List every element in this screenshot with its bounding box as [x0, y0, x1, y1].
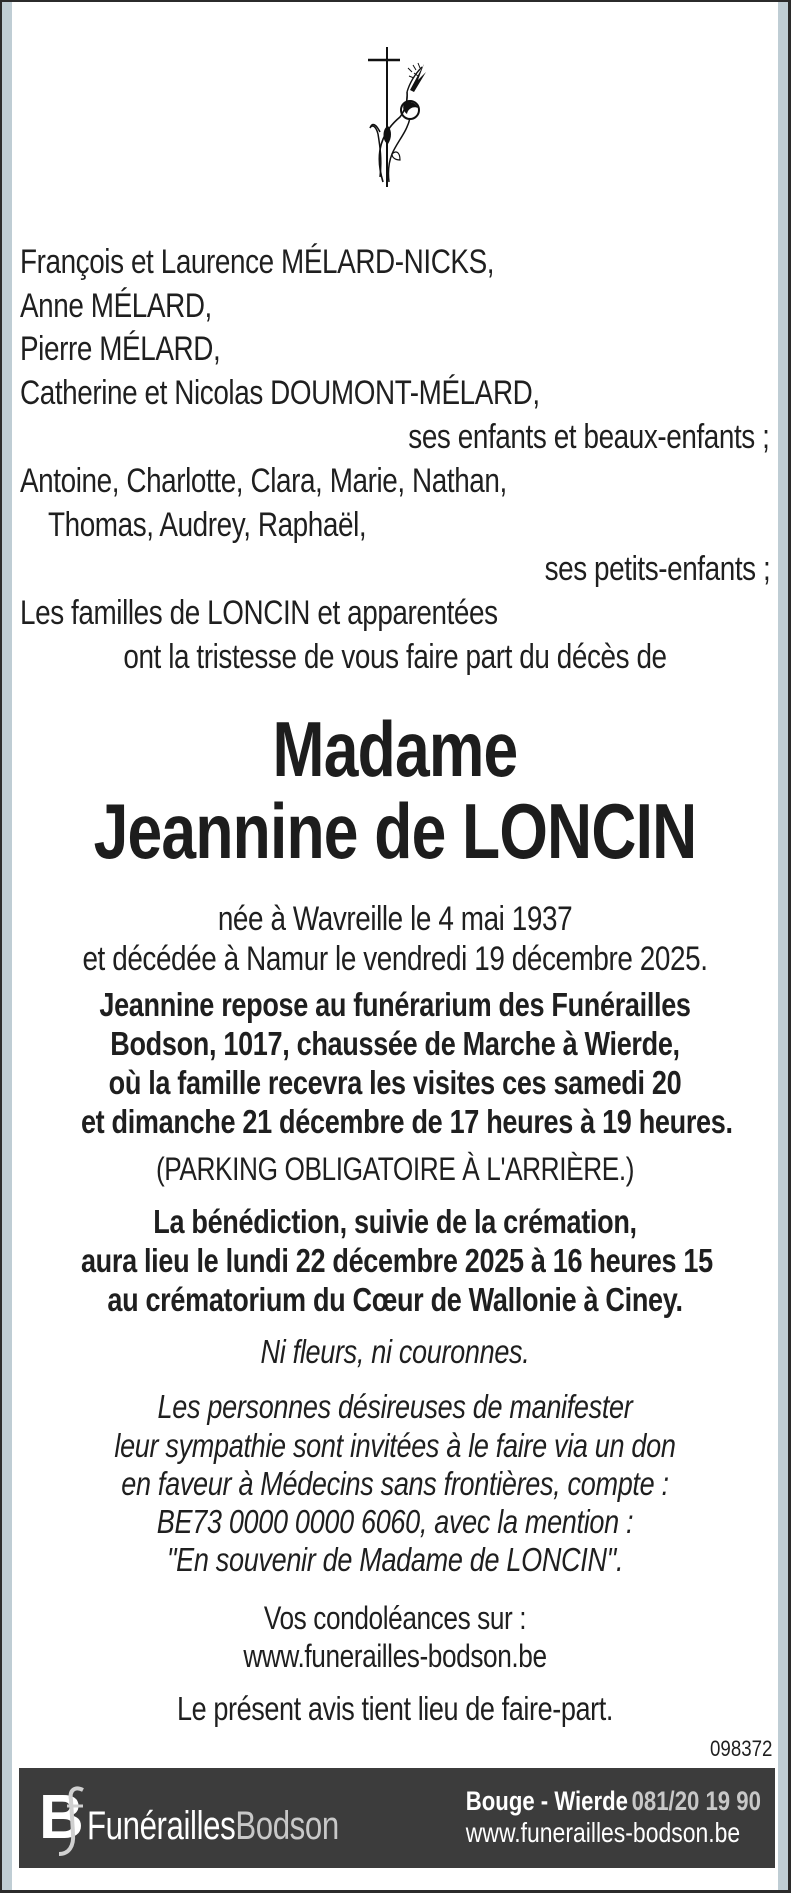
- cross-with-wheat-and-rose-icon: [352, 42, 432, 192]
- brand-name-part2: Bodson: [235, 1804, 339, 1848]
- family-line: Catherine et Nicolas DOUMONT-MÉLARD,: [20, 374, 540, 412]
- donation-line: BE73 0000 0000 6060, avec la mention :: [156, 1503, 634, 1540]
- condolences-url-link[interactable]: www.funerailles-bodson.be: [243, 1638, 547, 1674]
- visitation-line: et dimanche 21 décembre de 17 heures à 19 heures.: [80, 1103, 733, 1140]
- family-line: Pierre MÉLARD,: [20, 330, 221, 368]
- announcement-line: ont la tristesse de vous faire part du décès de: [123, 638, 667, 676]
- banner-phone[interactable]: 081/20 19 90: [631, 1786, 761, 1816]
- svg-text:B: B: [39, 1783, 84, 1852]
- family-relation-label: ses petits-enfants ;: [544, 550, 770, 588]
- deceased-name: Jeannine de LONCIN: [93, 787, 697, 875]
- deceased-title: Madame: [272, 705, 518, 793]
- reference-number: 098372: [709, 1736, 772, 1761]
- family-line: Les familles de LONCIN et apparentées: [20, 594, 498, 632]
- banner-contact: [466, 1788, 761, 1847]
- visitation-line: où la famille recevra les visites ces samedi 20: [108, 1064, 682, 1101]
- visitation-line: Bodson, 1017, chaussée de Marche à Wierde,: [110, 1025, 680, 1062]
- flowers-note: Ni fleurs, ni couronnes.: [260, 1333, 530, 1370]
- family-line: François et Laurence MÉLARD-NICKS,: [20, 243, 495, 281]
- brand-name-part1: Funérailles: [87, 1804, 236, 1848]
- ceremony-line: aura lieu le lundi 22 décembre 2025 à 16 heures 15: [80, 1242, 713, 1279]
- birth-info: née à Wavreille le 4 mai 1937: [217, 900, 573, 938]
- obituary-notice: [12, 2, 778, 1890]
- visitation-line: Jeannine repose au funérarium des Funérailles: [99, 986, 691, 1023]
- condolences-label: Vos condoléances sur :: [263, 1600, 527, 1636]
- ceremony-line: La bénédiction, suivie de la crémation,: [153, 1203, 637, 1240]
- parking-note: (PARKING OBLIGATOIRE À L'ARRIÈRE.): [155, 1151, 635, 1187]
- banner-website-link[interactable]: www.funerailles-bodson.be: [465, 1817, 741, 1848]
- ceremony-line: au crématorium du Cœur de Wallonie à Ciney.: [107, 1281, 683, 1318]
- brand-wordmark: [87, 1806, 339, 1846]
- family-line: Anne MÉLARD,: [20, 287, 212, 325]
- donation-line: en faveur à Médecins sans frontières, compte :: [121, 1465, 669, 1502]
- bf-logo-icon: [39, 1780, 89, 1860]
- death-info: et décédée à Namur le vendredi 19 décembre 2025.: [82, 940, 708, 978]
- closing-note: Le présent avis tient lieu de faire-part.: [177, 1690, 613, 1727]
- banner-location: Bouge - Wierde: [465, 1786, 629, 1816]
- family-line: Antoine, Charlotte, Clara, Marie, Nathan,: [20, 462, 507, 500]
- donation-line: Les personnes désireuses de manifester: [157, 1388, 633, 1425]
- funeral-home-banner: [19, 1768, 775, 1868]
- family-relation-label: ses enfants et beaux-enfants ;: [408, 418, 770, 456]
- donation-line: "En souvenir de Madame de LONCIN".: [166, 1541, 624, 1578]
- donation-line: leur sympathie sont invitées à le faire via un don: [114, 1427, 676, 1464]
- family-line: Thomas, Audrey, Raphaël,: [48, 506, 367, 544]
